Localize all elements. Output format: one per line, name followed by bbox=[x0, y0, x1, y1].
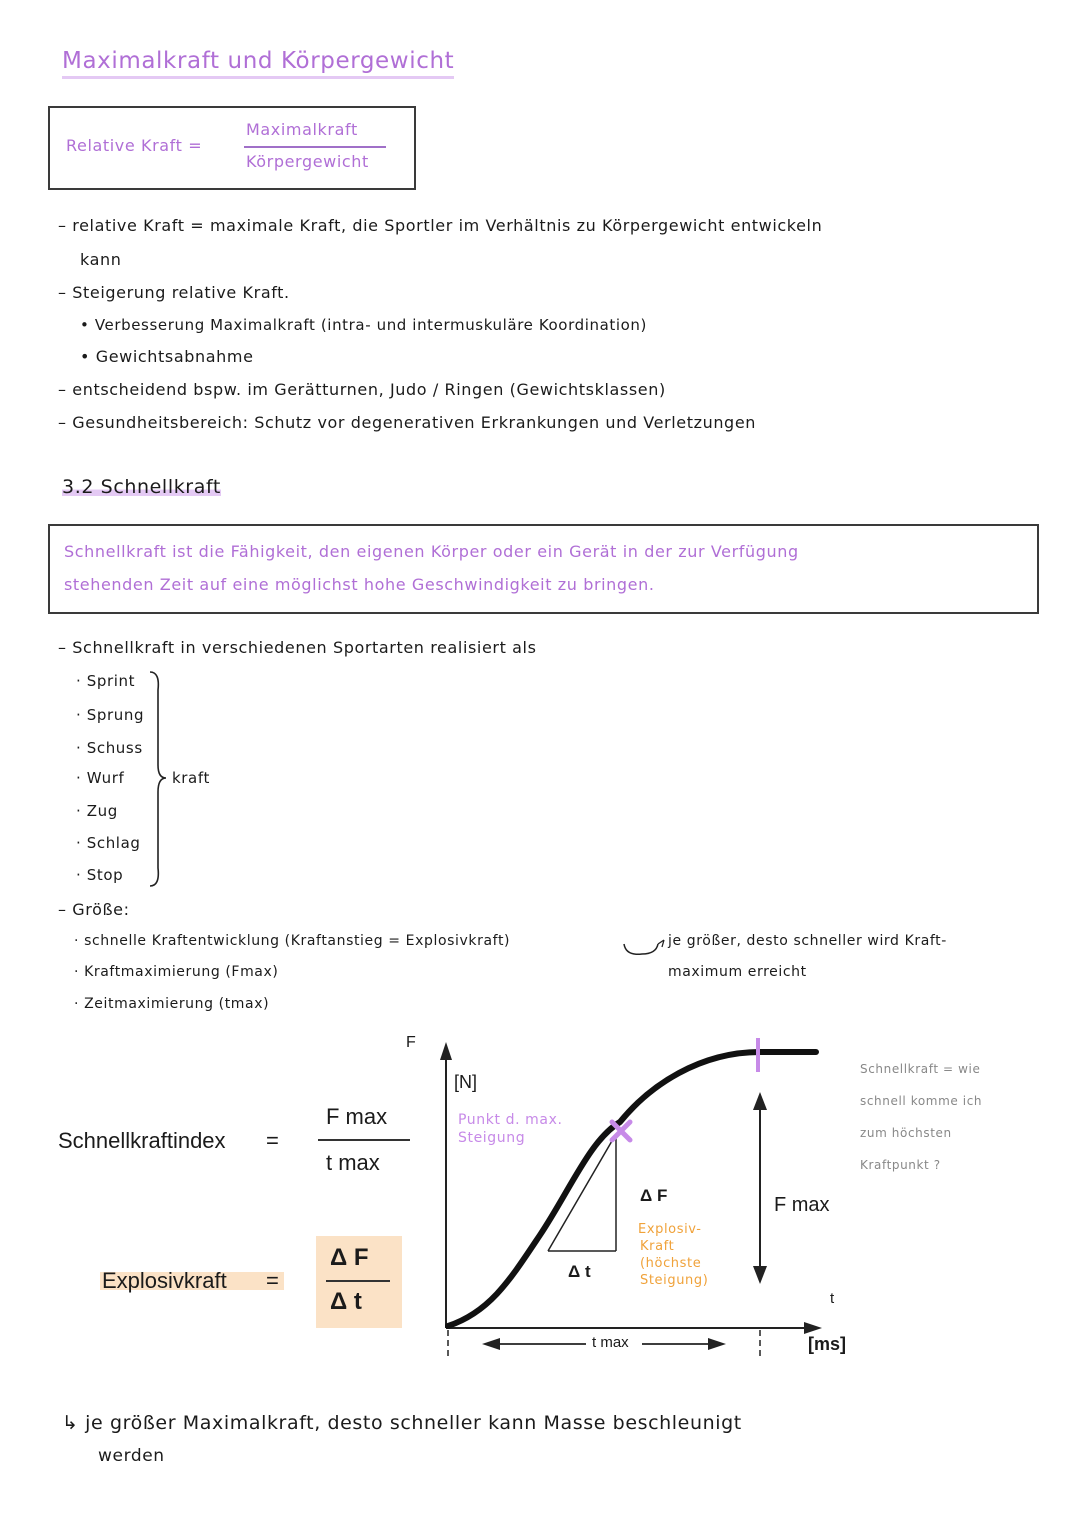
explosiv-note: Explosiv- bbox=[638, 1222, 702, 1237]
text-line: kann bbox=[80, 250, 122, 269]
brace-arrow bbox=[622, 938, 668, 962]
sports-list-item: · Schlag bbox=[76, 834, 141, 852]
side-note: schnell komme ich bbox=[860, 1094, 983, 1108]
sports-list-item: · Stop bbox=[76, 866, 124, 884]
explosiv-note: Kraft bbox=[640, 1239, 675, 1254]
sports-list-item: · Zug bbox=[76, 802, 118, 820]
delta-t-label: Δ t bbox=[568, 1262, 591, 1281]
section-heading: 3.2 Schnellkraft bbox=[62, 476, 221, 498]
sports-intro: – Schnellkraft in verschiedenen Sportarten realisiert als bbox=[58, 638, 537, 657]
explosiv-numerator: Δ F bbox=[330, 1244, 369, 1271]
text-line: • Gewichtsabnahme bbox=[80, 347, 254, 366]
fmax-label: F max bbox=[774, 1194, 830, 1216]
equals-sign: = bbox=[266, 1128, 279, 1153]
definition-box bbox=[48, 524, 1039, 614]
equals-sign: = bbox=[266, 1268, 279, 1293]
definition-line: Schnellkraft ist die Fähigkeit, den eigenen Körper oder ein Gerät in der zur Verfügung bbox=[64, 542, 799, 561]
y-unit-label: [N] bbox=[454, 1072, 478, 1092]
sports-list-item: · Sprint bbox=[76, 672, 136, 690]
sports-list-item: · Sprung bbox=[76, 706, 145, 724]
groesse-item: · Zeitmaximierung (tmax) bbox=[74, 996, 270, 1012]
definition-line: stehenden Zeit auf eine möglichst hohe Geschwindigkeit zu bringen. bbox=[64, 575, 655, 594]
text-line: – entscheidend bspw. im Gerätturnen, Judo / Ringen (Gewichtsklassen) bbox=[58, 380, 666, 399]
explosiv-note: Steigung) bbox=[640, 1273, 709, 1288]
x-unit-label: [ms] bbox=[808, 1334, 847, 1354]
formula-denominator: Körpergewicht bbox=[246, 152, 369, 171]
conclusion-line: ↳ je größer Maximalkraft, desto schneller kann Masse beschleunigt bbox=[62, 1412, 742, 1434]
index-fraction-line bbox=[318, 1139, 410, 1141]
y-axis-label: F bbox=[406, 1034, 416, 1051]
text-line: – relative Kraft = maximale Kraft, die Sportler im Verhältnis zu Körpergewicht entwickeln bbox=[58, 216, 823, 235]
sports-suffix: kraft bbox=[172, 769, 210, 787]
groesse-note: maximum erreicht bbox=[668, 964, 807, 980]
formula-numerator: Maximalkraft bbox=[246, 120, 358, 139]
conclusion-line: werden bbox=[98, 1446, 165, 1466]
triangle-hyp bbox=[548, 1134, 616, 1251]
explosiv-note: (höchste bbox=[640, 1256, 702, 1271]
index-numerator: F max bbox=[326, 1104, 388, 1129]
groesse-note: je größer, desto schneller wird Kraft- bbox=[668, 933, 947, 949]
delta-f-label: Δ F bbox=[640, 1186, 668, 1205]
text-line: – Steigerung relative Kraft. bbox=[58, 283, 290, 302]
explosiv-denominator: Δ t bbox=[330, 1288, 362, 1315]
explosiv-fraction-line bbox=[326, 1280, 390, 1282]
groesse-item: · schnelle Kraftentwicklung (Kraftanstieg = Explosivkraft) bbox=[74, 933, 511, 949]
y-axis-arrow bbox=[440, 1042, 452, 1060]
tmax-label: t max bbox=[592, 1334, 629, 1351]
page-title: Maximalkraft und Körpergewicht bbox=[62, 48, 454, 79]
point-note: Punkt d. max. bbox=[458, 1112, 563, 1128]
formula-fraction-line bbox=[244, 146, 386, 148]
groesse-heading: – Größe: bbox=[58, 900, 130, 919]
sports-list-item: · Wurf bbox=[76, 769, 125, 787]
text-line: • Verbesserung Maximalkraft (intra- und intermuskuläre Koordination) bbox=[80, 316, 647, 334]
schnellkraftindex-label: Schnellkraftindex bbox=[58, 1128, 226, 1153]
side-note: Schnellkraft = wie bbox=[860, 1062, 981, 1076]
x-axis-label: t bbox=[830, 1290, 835, 1307]
point-note: Steigung bbox=[458, 1130, 526, 1146]
side-note: Kraftpunkt ? bbox=[860, 1158, 941, 1172]
text-line: – Gesundheitsbereich: Schutz vor degenerativen Erkrankungen und Verletzungen bbox=[58, 413, 756, 432]
formula-lhs: Relative Kraft = bbox=[66, 136, 203, 155]
explosivkraft-label: Explosivkraft bbox=[102, 1268, 227, 1293]
groesse-item: · Kraftmaximierung (Fmax) bbox=[74, 964, 279, 980]
sports-list-item: · Schuss bbox=[76, 739, 143, 757]
x-axis-arrow bbox=[804, 1322, 822, 1334]
index-denominator: t max bbox=[326, 1150, 380, 1175]
side-note: zum höchsten bbox=[860, 1126, 952, 1140]
